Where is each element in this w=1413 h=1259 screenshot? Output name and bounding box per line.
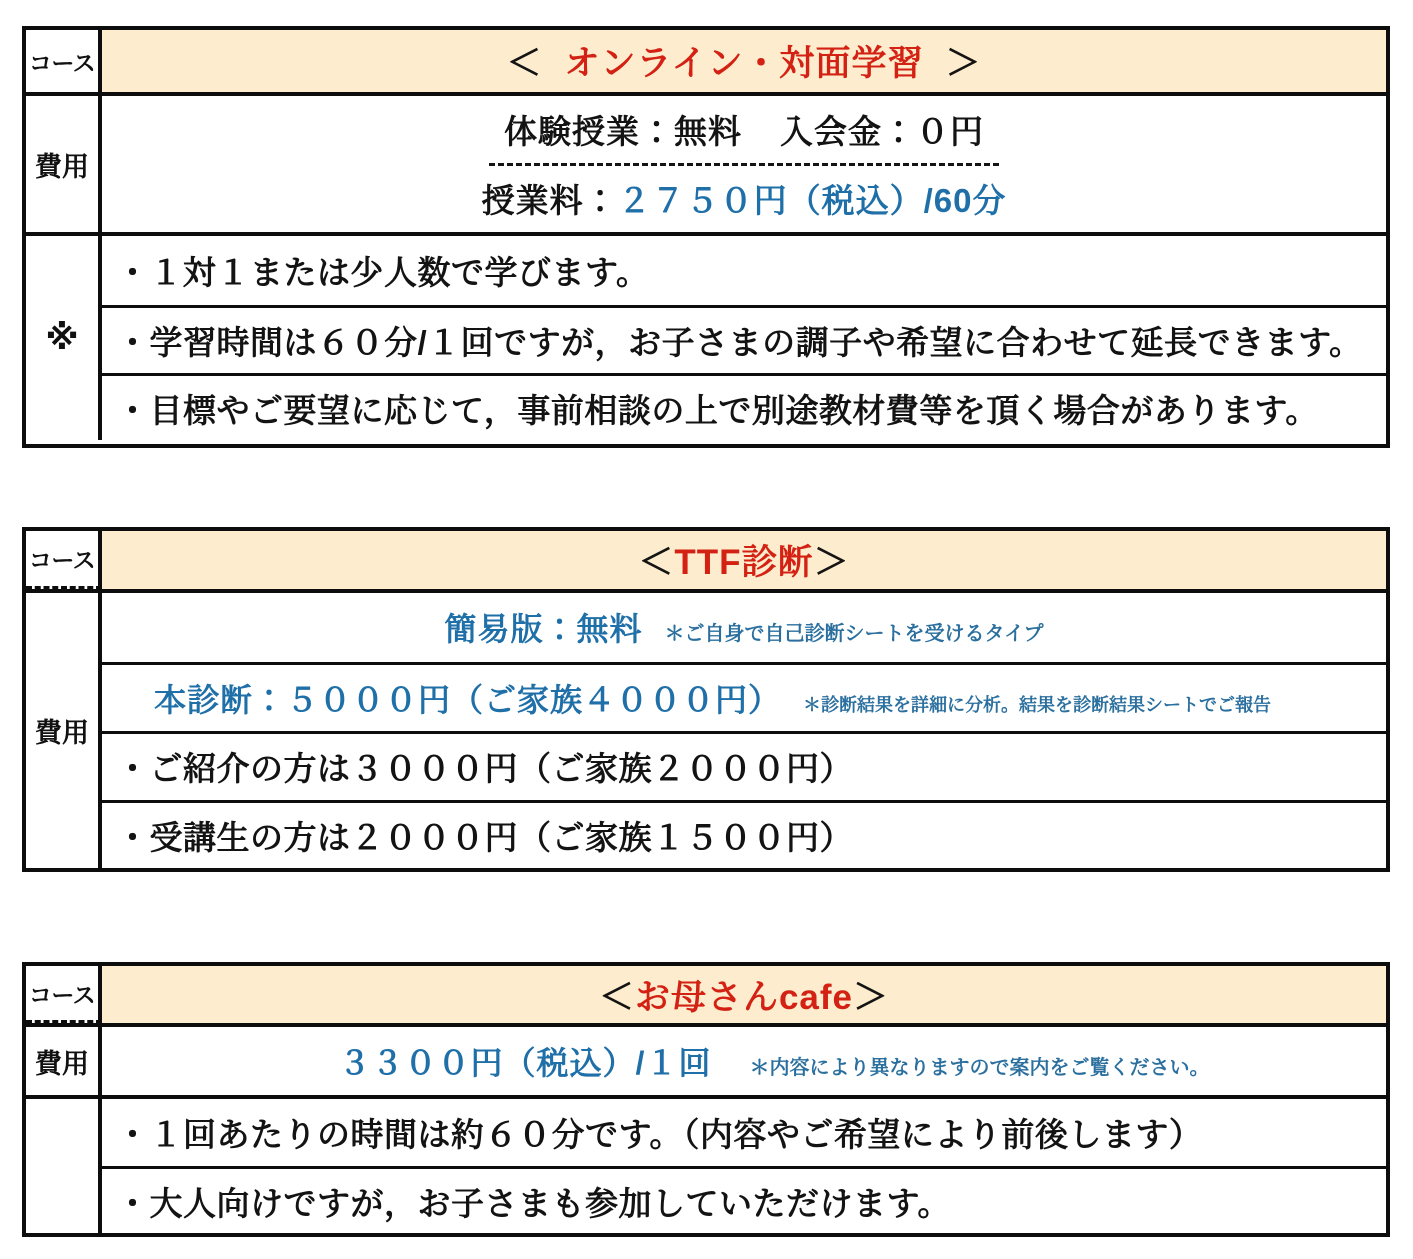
- course-title: [599, 970, 889, 1020]
- fee-cell: [102, 96, 1386, 232]
- note-text: ・１回あたりの時間は約６０分です。（内容やご希望により前後します）: [116, 1116, 1203, 1154]
- row-label-course: [26, 531, 102, 589]
- fee-line-2-content: [482, 175, 1007, 222]
- row-label-blank: [26, 1099, 102, 1233]
- row-label-course-text: コース: [28, 547, 96, 573]
- bracket-open-icon: ＜: [506, 44, 543, 83]
- row-label-note-mark-text: ※: [45, 319, 79, 357]
- enrollment-fee: 入会金：０円: [780, 112, 984, 150]
- note-text: ・１対１または少人数で学びます。: [116, 253, 650, 291]
- cafe-price: ３３００円（税込）/１回: [338, 1045, 712, 1081]
- fee-line-2: [482, 166, 1007, 233]
- fee-stack: [476, 96, 1013, 232]
- fee-cell-content: [279, 1038, 1210, 1084]
- student-price: ・受講生の方は２０００円（ご家族１５００円）: [116, 818, 853, 856]
- tuition-label: 授業料：: [481, 182, 618, 220]
- full-diagnosis-price: 本診断：５０００円（ご家族４０００円）: [154, 681, 782, 718]
- bracket-close-icon: ＞: [853, 977, 890, 1017]
- fee-row-simple-content: [444, 604, 1043, 650]
- cafe-price-annotation: ＊内容により異なりますので案内をご覧ください。: [749, 1057, 1210, 1079]
- course-title: [638, 535, 849, 585]
- table-fee-block: [26, 589, 1386, 868]
- row-label-course-text: コース: [28, 981, 96, 1008]
- course-title-text: お母さんcafe: [634, 977, 854, 1017]
- course-title-cell: [102, 531, 1386, 589]
- row-label-course: [26, 966, 102, 1023]
- fee-cell: [102, 1027, 1386, 1095]
- course-table-cafe: [22, 962, 1390, 1237]
- trial-lesson-fee: 体験授業：無料: [504, 112, 742, 150]
- course-title-cell: [102, 966, 1386, 1023]
- note-row: [102, 236, 1386, 305]
- table-notes-block: [26, 1095, 1386, 1233]
- row-label-cost-text: 費用: [35, 1048, 89, 1079]
- course-title: [507, 36, 982, 86]
- notes-cell: [102, 1099, 1386, 1233]
- row-label-note-mark: [26, 236, 102, 440]
- fee-line-1: [482, 96, 1007, 163]
- notes-cell: [102, 236, 1386, 440]
- course-title-cell: [102, 30, 1386, 92]
- fee-cell: [102, 593, 1386, 868]
- row-label-cost-text: 費用: [35, 718, 89, 748]
- table-header-row: [26, 531, 1386, 589]
- simple-version-annotation: ＊ご自身で自己診断シートを受けるタイプ: [664, 623, 1044, 646]
- course-table-ttf: [22, 527, 1390, 872]
- row-label-course: [26, 30, 102, 92]
- bracket-close-icon: ＞: [945, 44, 982, 83]
- table-fee-row: [26, 1023, 1386, 1095]
- simple-version-price: 簡易版：無料: [444, 611, 643, 648]
- note-row: [102, 1166, 1386, 1233]
- bracket-close-icon: ＞: [813, 543, 850, 582]
- table-fee-row: [26, 92, 1386, 232]
- note-text: ・学習時間は６０分/１回ですが，お子さまの調子や希望に合わせて延長できます。: [116, 323, 1363, 361]
- row-label-cost: [26, 96, 102, 232]
- tuition-value: ２７５０円（税込）/60分: [617, 182, 1007, 220]
- course-table-online: [22, 26, 1390, 448]
- fee-row-full: [102, 662, 1386, 731]
- fee-row-simple: [102, 593, 1386, 662]
- course-title-text: TTF診断: [674, 543, 814, 582]
- row-label-course-text: コース: [28, 49, 96, 76]
- row-label-cost: [26, 1027, 102, 1095]
- course-title-text: オンライン・対面学習: [564, 44, 924, 83]
- full-diagnosis-annotation: ＊診断結果を詳細に分析。結果を診断結果シートでご報告: [803, 694, 1272, 715]
- note-row: [102, 1099, 1386, 1166]
- table-header-row: [26, 30, 1386, 92]
- table-header-row: [26, 966, 1386, 1023]
- fee-row-full-content: [154, 675, 1271, 721]
- note-row: [102, 373, 1386, 440]
- fee-row-student: [102, 800, 1386, 868]
- note-text: ・目標やご要望に応じて，事前相談の上で別途教材費等を頂く場合があります。: [116, 391, 1319, 429]
- bracket-open-icon: ＜: [598, 977, 635, 1017]
- row-label-cost-text: 費用: [35, 151, 89, 182]
- table-notes-block: [26, 232, 1386, 440]
- fee-row-referral: [102, 731, 1386, 800]
- note-row: [102, 305, 1386, 374]
- fee-line-1-content: [504, 106, 984, 153]
- note-text: ・大人向けですが，お子さまも参加していただけます。: [116, 1184, 951, 1222]
- bracket-open-icon: ＜: [638, 543, 675, 582]
- referral-price: ・ご紹介の方は３０００円（ご家族２０００円）: [116, 750, 853, 788]
- row-label-cost: [26, 593, 102, 868]
